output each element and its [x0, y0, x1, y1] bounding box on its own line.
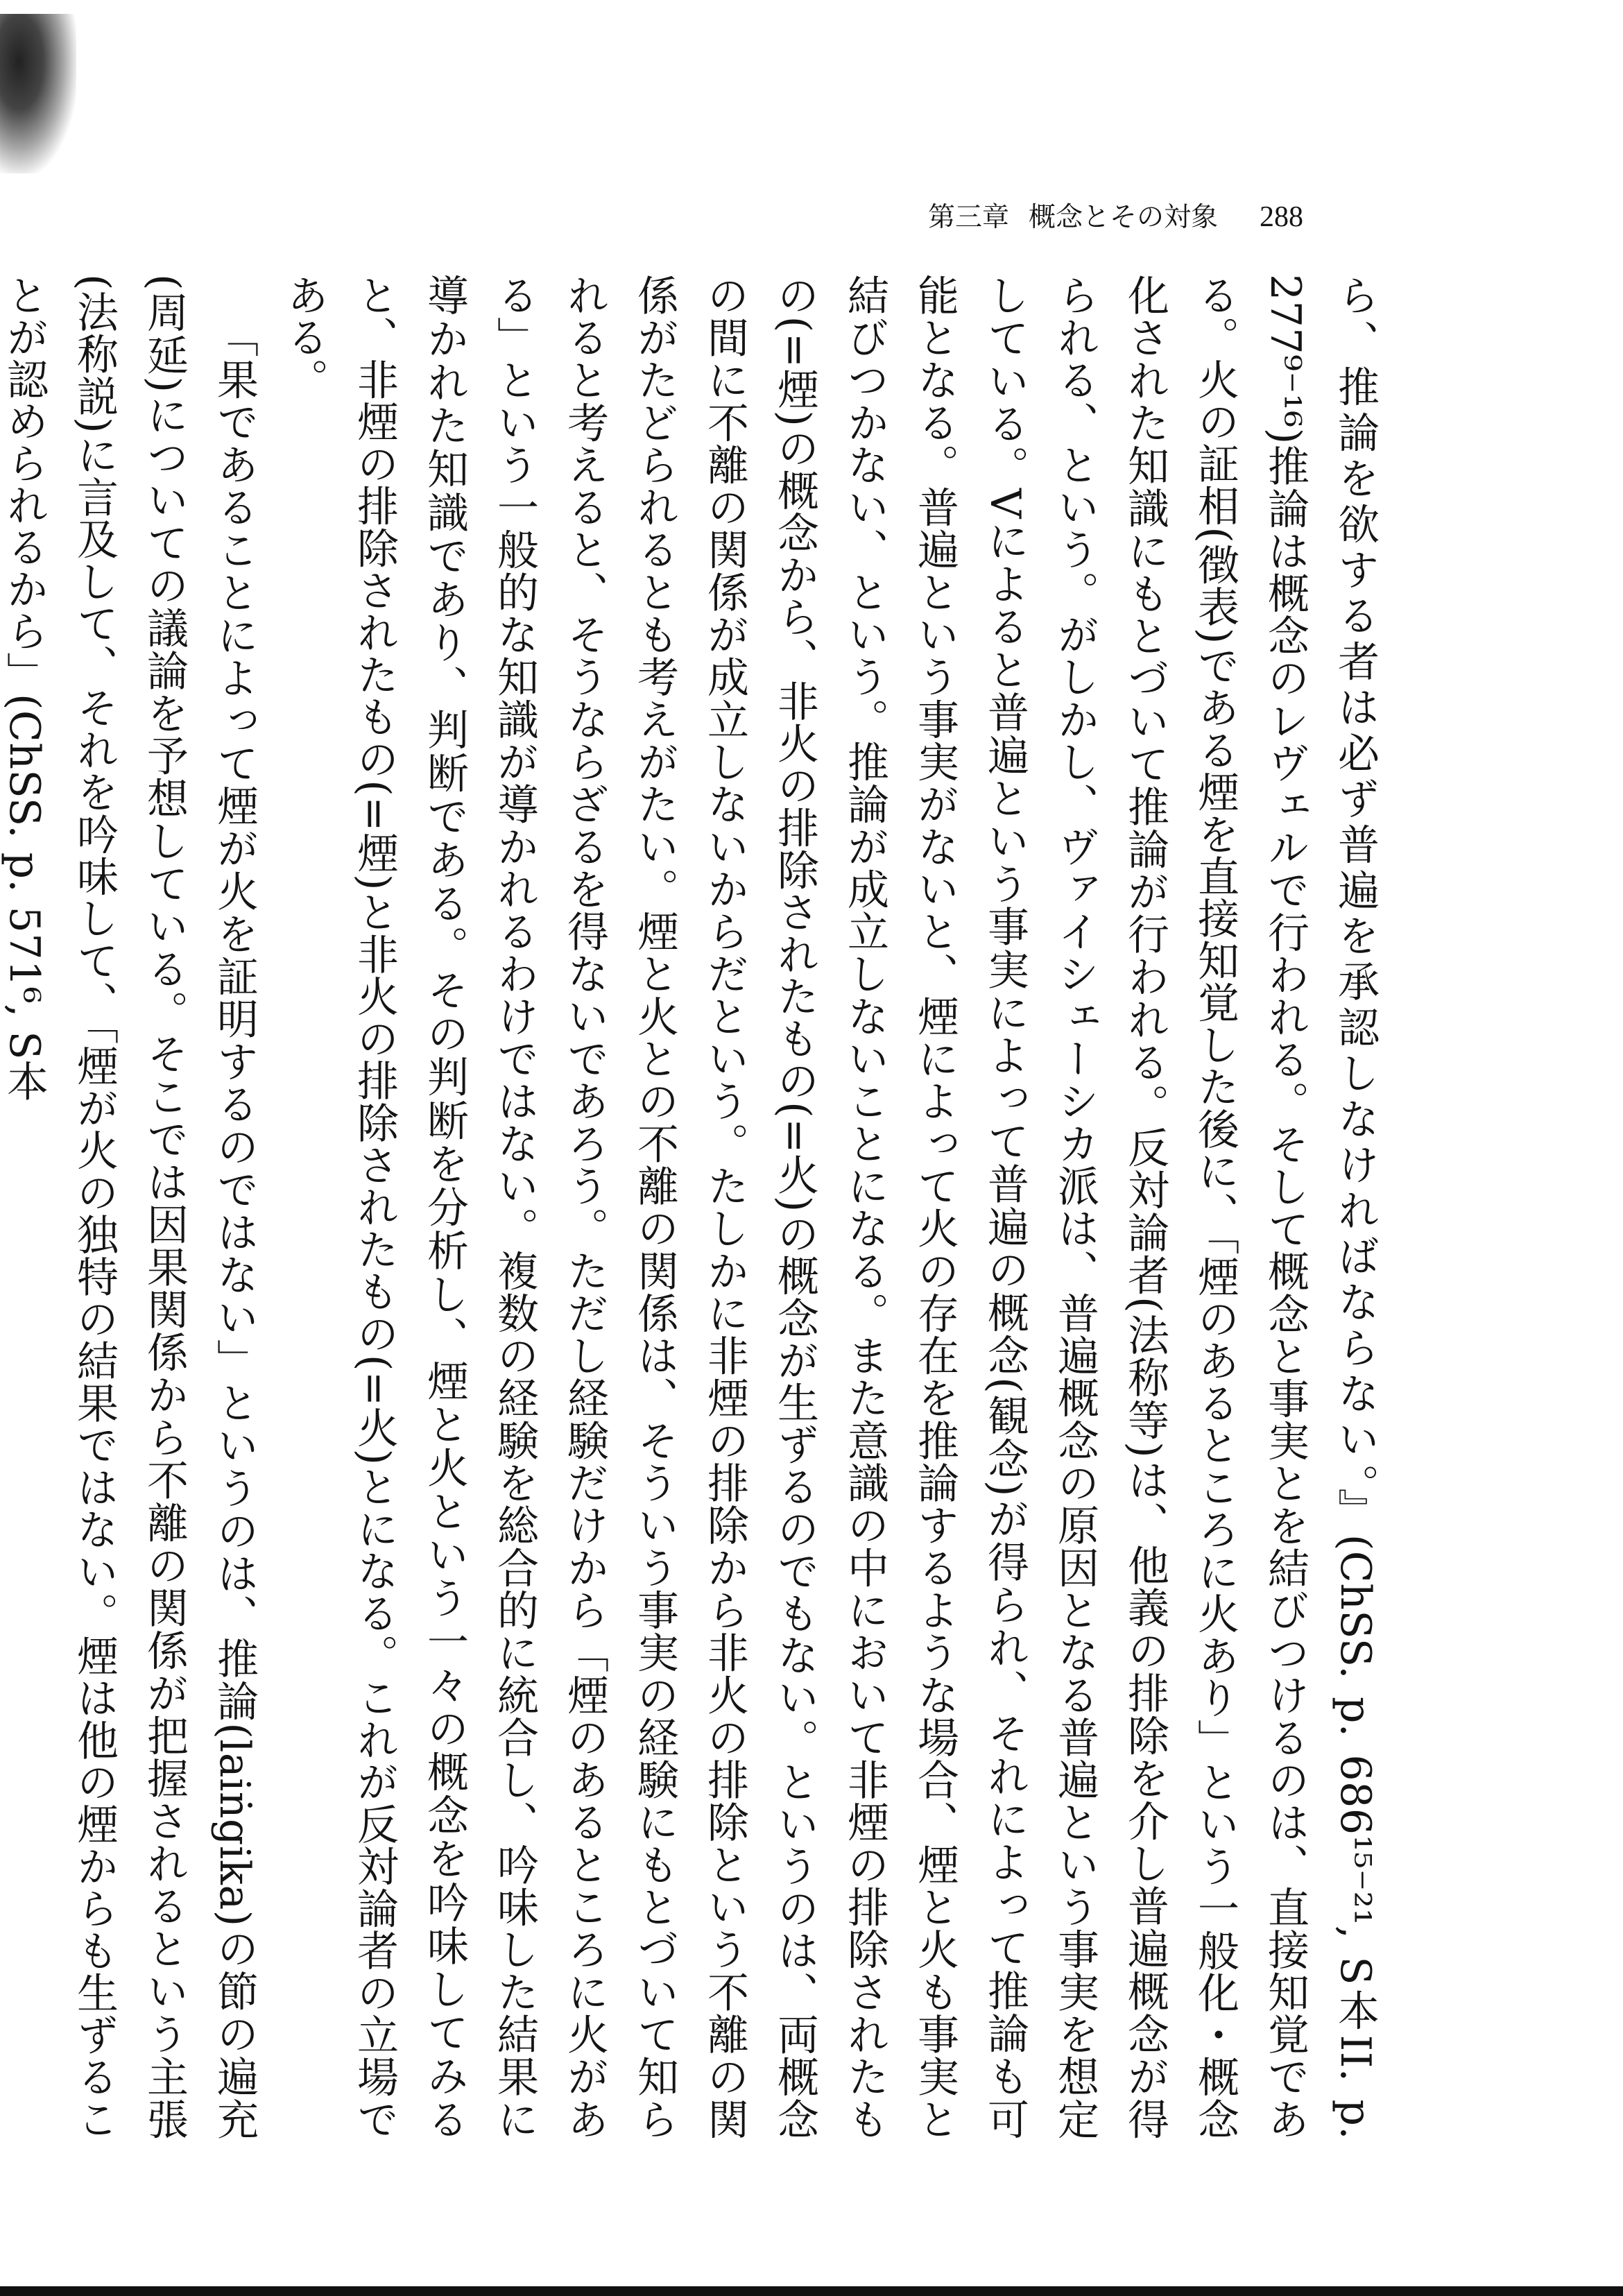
body-text: [0, 274, 1390, 2141]
scan-artifact: [0, 14, 76, 173]
scan-bottom-edge: [0, 2286, 1623, 2296]
paragraph-2: 「果であることによって煙が火を証明するのではない」というのは、推論(laiṅgika)の節の遍充(周延)についての議論を予想している。そこでは因果関係から不離の関係が把握されるという主張(法称説)に言及して、それを吟味して、「煙が火の独特の結果ではない。煙は他の煙からも生ずることが認められるから」(ChSS. p. 571⁶, S本: [0, 274, 259, 2140]
running-header: [928, 196, 1303, 234]
page-number: 288: [1260, 201, 1304, 233]
paragraph-1: ら、推論を欲する者は必ず普遍を承認しなければならない。』(ChSS. p. 686¹⁵⁻²¹, S本II. p. 277⁹⁻¹⁶)推論は概念のレヴェルで行われる。そして概念と事実とを結びつけるのは、直接知覚である。火の証相(徴表)である煙を直接知覚した後に、「煙のあるところに火あり」という一般化・概念化された知識にもとづいて推論が行われる。反対論者(法称等)は、他義の排除を介し普遍概念が得られる、という。がしかし、ヴァイシェーシカ派は、普遍概念の原因となる普遍という事実を想定している。Vによると普遍という事実によって普遍の概念(観念)が得られ、それによって推論も可能となる。普遍という事実がないと、煙によって火の存在を推論するような場合、煙と火も事実と結びつかない、という。推論が成立しないことになる。また意識の中において非煙の排除されたもの(=煙)の概念から、非火の排除されたもの(=火)の概念が生ずるのでもない。というのは、両概念の間に不離の関係が成立しないからだという。たしかに非煙の排除から非火の排除という不離の関係がたどられるとも考えがたい。煙と火との不離の関係は、そういう事実の経験にもとづいて知られると考えると、そうならざるを得ないであろう。ただし経験だけから「煙のあるところに火がある」という一般的な知識が導かれるわけではない。複数の経験を総合的に統合し、吟味した結果に導かれた知識であり、判断である。その判断を分析し、煙と火という一々の概念を吟味してみると、非煙の排除されたもの(=煙)と非火の排除されたもの(=火)とになる。これが反対論者の立場である。: [280, 274, 1380, 2141]
chapter-title: 概念とその対象: [1029, 202, 1219, 233]
chapter-label: 第三章: [928, 202, 1010, 233]
